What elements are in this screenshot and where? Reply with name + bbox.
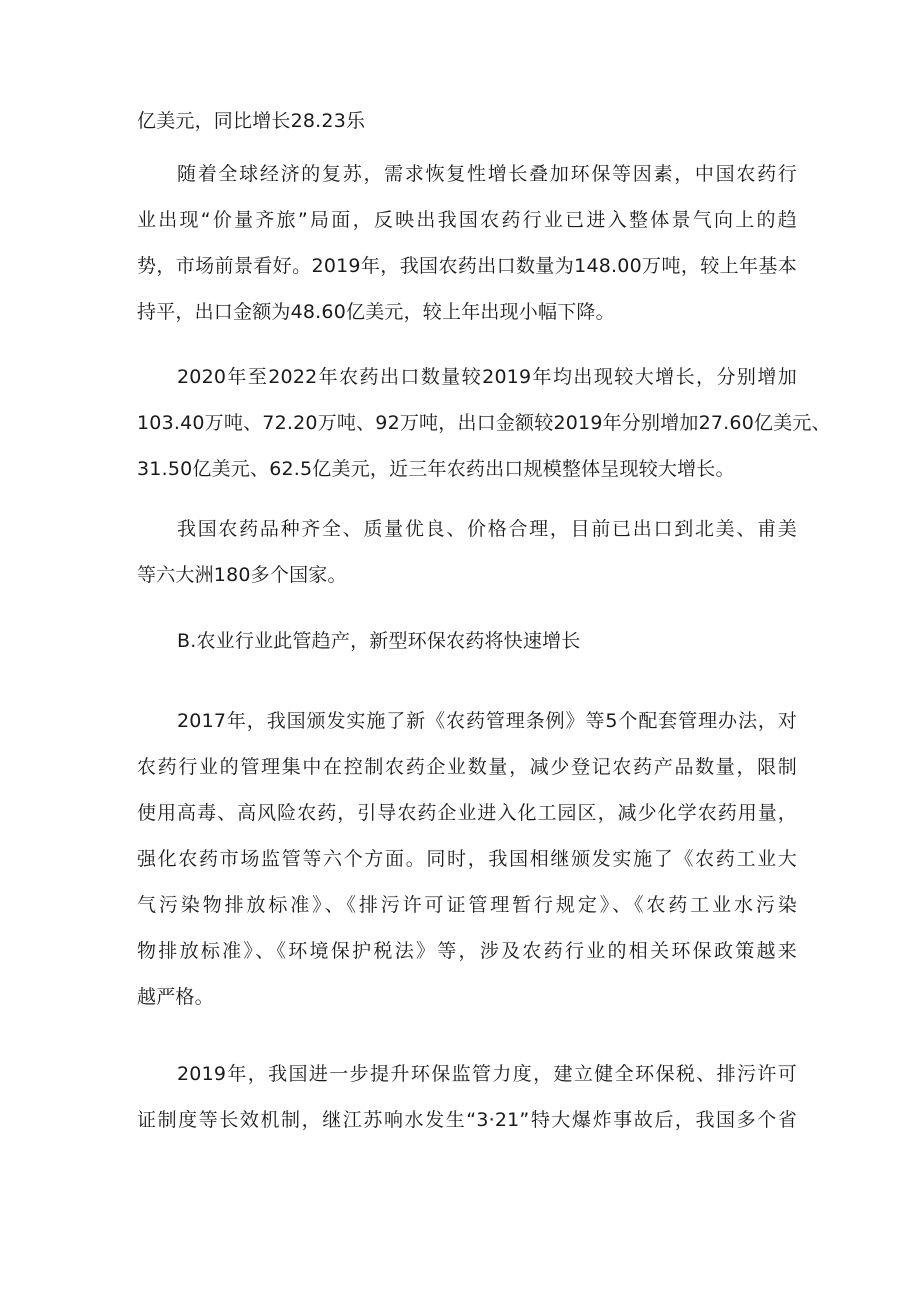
text-line: 证制度等长效机制，继江苏响水发生“3·21”特大爆炸事故后，我国多个省 [137, 1109, 797, 1131]
text-line: 2019年，我国进一步提升环保监管力度，建立健全环保税、排污许可 [177, 1063, 797, 1085]
text-line: 越严格。 [137, 986, 214, 1008]
text-line: 强化农药市场监管等六个方面。同时，我国相继颁发实施了《农药工业大 [137, 848, 797, 870]
text-line: 2017年，我国颁发实施了新《农药管理条例》等5个配套管理办法，对 [177, 710, 797, 732]
text-line: 我国农药品种齐全、质量优良、价格合理，目前已出口到北美、甫美 [177, 518, 797, 540]
text-line: 随着全球经济的复苏，需求恢复性增长叠加环保等因素，中国农药行 [177, 163, 797, 185]
text-line: 等六大洲180多个国家。 [137, 564, 347, 586]
text-line: 物排放标准》、《环境保护税法》等，涉及农药行业的相关环保政策越来 [137, 940, 797, 962]
text-line: 103.40万吨、72.20万吨、92万吨，出口金额较2019年分别增加27.60亿美元、 [137, 412, 831, 434]
text-line: 31.50亿美元、62.5亿美元，近三年农药出口规模整体呈现较大增长。 [137, 458, 735, 480]
text-line: 2020年至2022年农药出口数量较2019年均出现较大增长，分别增加 [177, 366, 797, 388]
text-line: 使用高毒、高风险农药，引导农药企业进入化工园区，减少化学农药用量， [137, 802, 797, 824]
text-line: 气污染物排放标准》、《排污许可证管理暂行规定》、《农药工业水污染 [137, 894, 797, 916]
text-line: 势，市场前景看好。2019年，我国农药出口数量为148.00万吨，较上年基本 [137, 255, 797, 277]
text-line: 持平，出口金额为48.60亿美元，较上年出现小幅下降。 [137, 301, 615, 323]
text-line: 亿美元，同比增长28.23乐 [137, 110, 366, 132]
text-line: 业出现“价量齐旅”局面，反映出我国农药行业已进入整体景气向上的趋 [137, 209, 797, 231]
section-heading: B.农业行业此管趋产，新型环保农药将快速增长 [177, 630, 581, 652]
text-line: 农药行业的管理集中在控制农药企业数量，减少登记农药产品数量，限制 [137, 756, 797, 778]
